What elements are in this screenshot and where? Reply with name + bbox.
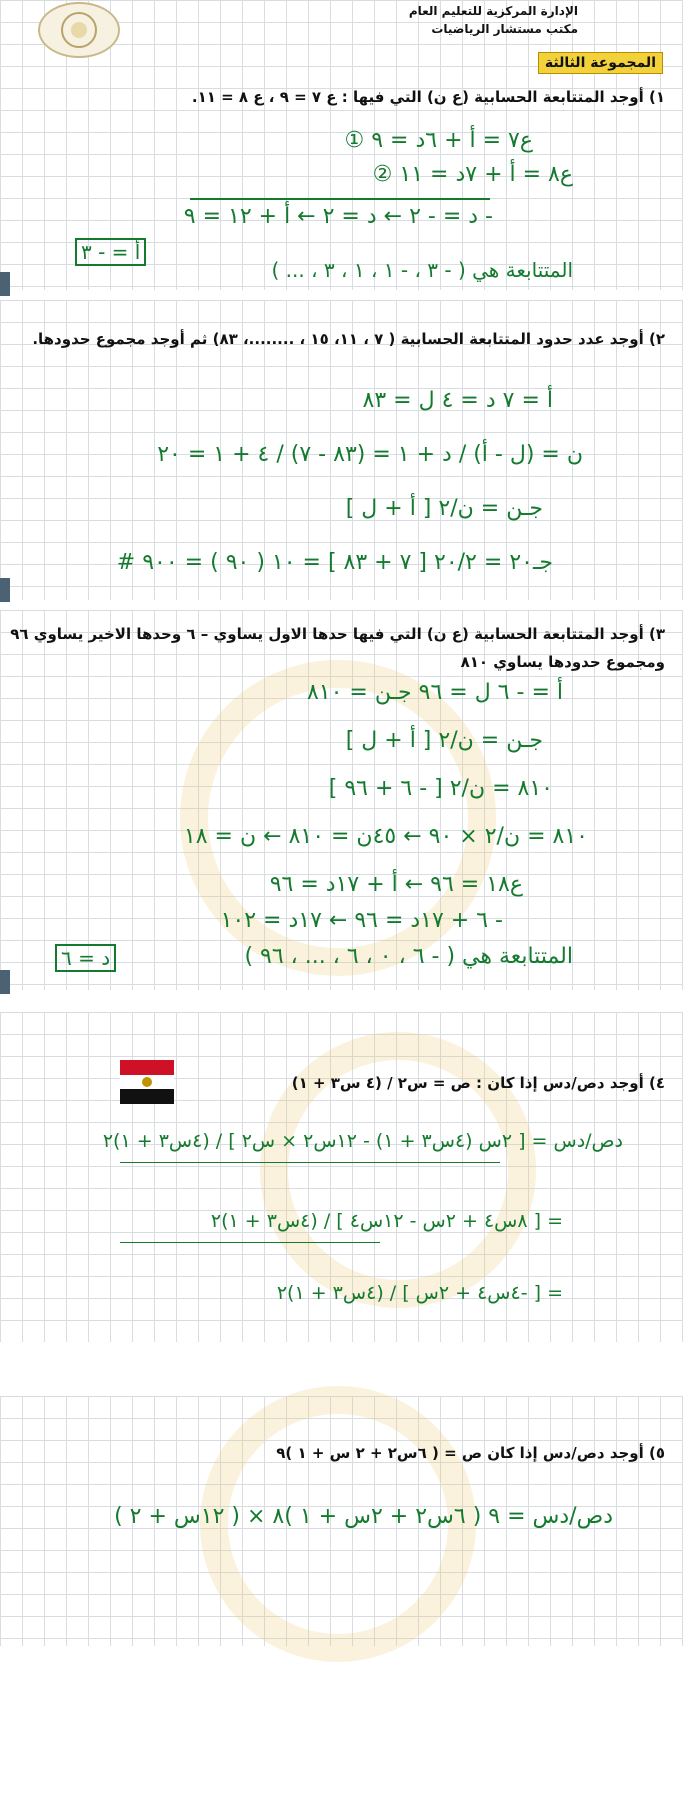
- problem-2-text: ٢) أوجد عدد حدود المتتابعة الحسابية ( ٧ ، ١١، ١٥ ، ........، ٨٣) ثم أوجد مجموع حدودها.: [32, 330, 665, 348]
- flag-icon: [120, 1060, 174, 1104]
- p3-work-line-8: د = ٦: [55, 944, 116, 972]
- worksheet-section-1: [0, 0, 683, 290]
- side-tab-3[interactable]: [0, 970, 10, 994]
- p2-work-line-2: ن = (ل - أ) / د + ١ = (٨٣ - ٧) / ٤ + ١ = ٢٠: [157, 442, 583, 467]
- p1-work-line-3: - د = - ٢ ← د = ٢ ← أ + ١٢ = ٩: [183, 204, 493, 229]
- problem-3-text: ٣) أوجد المتتابعة الحسابية (ع ن) التي فيها حدها الاول يساوي – ٦ وحدها الاخير يساوي ٩٦ ومجموع حدودها يساوي ٨١٠: [10, 625, 665, 671]
- p2-work-line-4: جـ٢٠ = ٢٠/٢ [ ٧ + ٨٣ ] = ١٠ ( ٩٠ ) = ٩٠٠ #: [116, 550, 553, 575]
- p3-work-line-3: ٨١٠ = ن/٢ [ - ٦ + ٩٦ ]: [328, 776, 553, 801]
- p2-work-line-1: أ = ٧ د = ٤ ل = ٨٣: [362, 388, 553, 413]
- p3-work-line-5: ع١٨ = ٩٦ ← أ + ١٧د = ٩٦: [269, 872, 523, 897]
- header-line-2: مكتب مستشار الرياضيات: [431, 22, 578, 36]
- p3-work-line-4: ٨١٠ = ن/٢ × ٩٠ ← ٤٥ن = ٨١٠ ← ن = ١٨: [183, 824, 588, 849]
- worksheet-section-5: [0, 1396, 683, 1646]
- p4-work-line-2: = [ ٨س٤ + ٢س - ١٢س٤ ] / (٤س٣ + ١)٢: [210, 1210, 563, 1232]
- header-line-1: الإدارة المركزية للتعليم العام: [408, 4, 578, 18]
- p3-work-line-2: جـن = ن/٢ [ أ + ل ]: [345, 728, 543, 753]
- group-title-badge: المجموعة الثالثة: [538, 52, 663, 74]
- p4-work-line-1: دص/دس = [ ٢س (٤س٣ + ١) - ١٢س٢ × س٢ ] / (٤س٣ + ١)٢: [102, 1130, 623, 1152]
- p1-work-line-4: أ = - ٣: [75, 238, 146, 266]
- p1-work-line-2: ع٨ = أ + ٧د = ١١ ②: [372, 162, 573, 187]
- p3-work-line-1: أ = - ٦ ل = ٩٦ جـن = ٨١٠: [306, 680, 563, 705]
- problem-1-text: ١) أوجد المتتابعة الحسابية (ع ن) التي فيها : ع ٧ = ٩ ، ع ٨ = ١١.: [191, 88, 665, 106]
- problem-4-text: ٤) أوجد دص/دس إذا كان : ص = س٢ / (٤ س٣ + ١): [291, 1074, 665, 1092]
- p5-work-line-1: دص/دس = ٩ ( ٦س٢ + ٢س + ١ )٨ × ( ١٢س + ٢ ): [114, 1504, 613, 1529]
- problem-5-text: ٥) أوجد دص/دس إذا كان ص = ( ٦س٢ + ٢ س + ١ )٩: [276, 1444, 665, 1462]
- ministry-logo: [38, 2, 120, 58]
- side-tab-2[interactable]: [0, 578, 10, 602]
- worksheet-section-4: [0, 1012, 683, 1342]
- p2-work-line-3: جـن = ن/٢ [ أ + ل ]: [345, 496, 543, 521]
- fraction-bar-1: [120, 1162, 500, 1163]
- worksheet-section-2: [0, 300, 683, 600]
- fraction-bar-2: [120, 1242, 380, 1243]
- worksheet-section-3: [0, 610, 683, 990]
- p1-work-line-5: المتتابعة هي ( - ٣ ، - ١ ، ١ ، ٣ ، ... ): [271, 258, 573, 282]
- p1-work-line-1: ع٧ = أ + ٦د = ٩ ①: [344, 128, 533, 153]
- subtraction-line: [190, 198, 490, 200]
- side-tab-1[interactable]: [0, 272, 10, 296]
- p4-work-line-3: = [ -٤س٤ + ٢س ] / (٤س٣ + ١)٢: [276, 1282, 563, 1304]
- p3-work-line-6: - ٦ + ١٧د = ٩٦ ← ١٧د = ١٠٢: [220, 908, 503, 933]
- p3-work-line-7: المتتابعة هي ( - ٦ ، ٠ ، ٦ ، ... ، ٩٦ ): [244, 944, 573, 969]
